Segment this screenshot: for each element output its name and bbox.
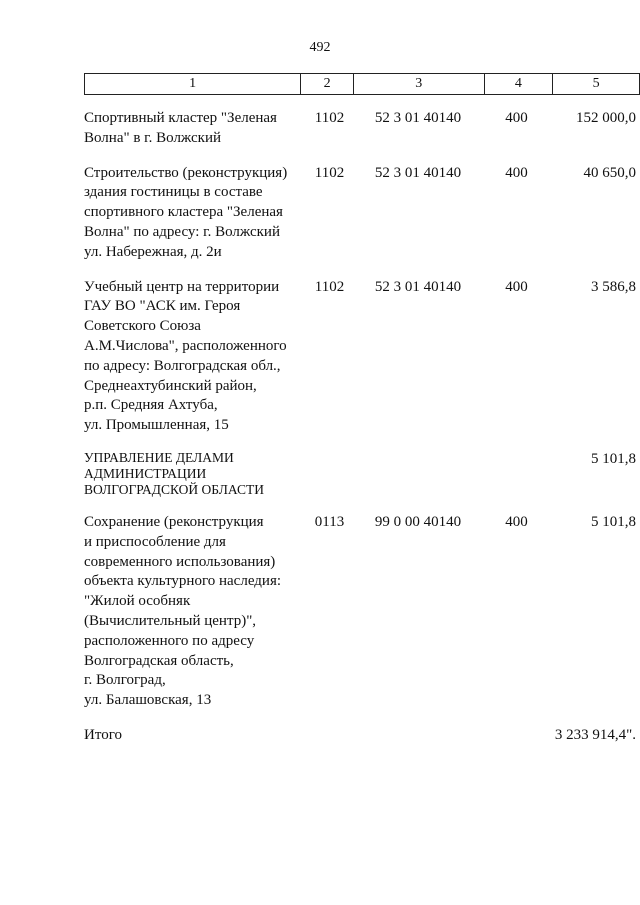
item-name-line: Среднеахтубинский район, — [84, 377, 257, 394]
amount: 5 101,8 — [591, 450, 636, 467]
item-name-line: ГАУ ВО "АСК им. Героя — [84, 298, 241, 315]
item-name-line: Волгоградская область, — [84, 652, 234, 669]
item-name-line: ул. Балашовская, 13 — [84, 692, 212, 709]
amount: 3 586,8 — [591, 278, 636, 295]
total-label: Итого — [84, 726, 122, 743]
table-row — [84, 450, 636, 498]
department-name — [84, 450, 306, 498]
item-name — [84, 513, 306, 711]
article-code: 52 3 01 40140 — [374, 278, 462, 295]
table-row — [84, 278, 636, 436]
expense-type: 400 — [505, 278, 528, 295]
article-code — [353, 450, 483, 498]
item-name-line: (Вычислительный центр)", — [84, 612, 257, 629]
section-code: 1102 — [314, 110, 345, 126]
budget-table — [84, 109, 636, 746]
item-name-line: спортивного кластера "Зеленая — [84, 204, 283, 221]
column-header-5: 5 — [553, 74, 640, 95]
amount: 5 101,8 — [591, 513, 636, 530]
item-name-line: ул. Набережная, д. 2и — [84, 243, 222, 260]
item-name-line: современного использования) — [84, 553, 276, 570]
item-name-line: Сохранение (реконструкция — [84, 513, 264, 530]
item-name-line: УПРАВЛЕНИЕ ДЕЛАМИ — [84, 449, 234, 465]
table-row — [84, 513, 636, 711]
item-name-line: Спортивный кластер "Зеленая — [84, 110, 277, 126]
item-name — [84, 278, 306, 436]
item-name-line: расположенного по адресу — [84, 632, 255, 649]
section-code — [306, 450, 353, 498]
column-header-4: 4 — [484, 74, 553, 95]
item-name-line: ВОЛГОГРАДСКОЙ ОБЛАСТИ — [84, 481, 264, 497]
article-code: 52 3 01 40140 — [374, 164, 462, 181]
section-code: 1102 — [314, 164, 345, 181]
table-row — [84, 109, 636, 149]
item-name-line: Учебный центр на территории — [84, 278, 280, 295]
table-row — [84, 164, 636, 263]
expense-type: 400 — [505, 110, 528, 126]
expense-type: 400 — [505, 513, 528, 530]
total-amount: 3 233 914,4". — [554, 726, 636, 743]
item-name-line: "Жилой особняк — [84, 593, 191, 610]
column-header-2: 2 — [301, 74, 354, 95]
page-number: 492 — [309, 40, 331, 55]
item-name-line: г. Волгоград, — [84, 672, 166, 689]
item-name-line: р.п. Средняя Ахтуба, — [84, 397, 218, 414]
column-header-table — [84, 73, 640, 95]
column-header-1: 1 — [85, 74, 301, 95]
item-name-line: и приспособление для — [84, 533, 226, 550]
amount: 40 650,0 — [583, 164, 636, 181]
column-header-3: 3 — [354, 74, 485, 95]
section-code: 1102 — [314, 278, 345, 295]
expense-type — [483, 450, 550, 498]
amount: 152 000,0 — [576, 110, 636, 126]
total-row — [84, 726, 636, 746]
item-name-line: здания гостиницы в составе — [84, 184, 263, 201]
item-name-line: объекта культурного наследия: — [84, 573, 282, 590]
item-name — [84, 164, 306, 263]
item-name-line: АДМИНИСТРАЦИИ — [84, 465, 207, 481]
item-name-line: ул. Промышленная, 15 — [84, 417, 229, 434]
article-code: 99 0 00 40140 — [374, 513, 462, 530]
item-name-line: Волна" в г. Волжский — [84, 129, 222, 146]
item-name-line: по адресу: Волгоградская обл., — [84, 357, 281, 374]
item-name-line: А.М.Числова", расположенного — [84, 337, 287, 354]
section-code: 0113 — [314, 513, 345, 530]
expense-type: 400 — [505, 164, 528, 181]
item-name — [84, 109, 306, 149]
item-name-line: Советского Союза — [84, 318, 201, 335]
article-code: 52 3 01 40140 — [374, 110, 462, 126]
item-name-line: Волна" по адресу: г. Волжский — [84, 223, 280, 240]
item-name-line: Строительство (реконструкция) — [84, 164, 288, 181]
